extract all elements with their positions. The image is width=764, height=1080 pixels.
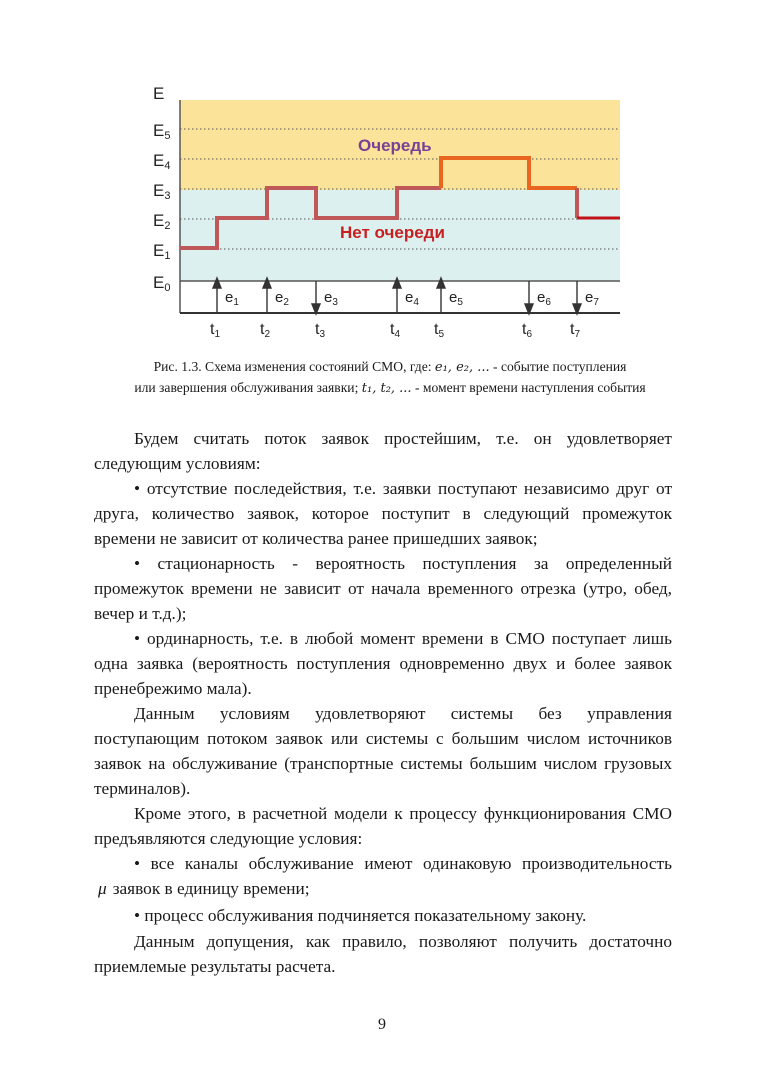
- bullet-channels: • все каналы обслуживание имеют одинаковую производительность: [134, 854, 672, 873]
- paragraph-intro: Будем считать поток заявок простейшим, т.е. он удовлетворяет следующим условиям:: [94, 429, 672, 473]
- time-label-t1: t1: [210, 321, 221, 340]
- paragraph-conclusion: Данным допущения, как правило, позволяют получить достаточно приемлемые результаты расчета.: [94, 932, 672, 976]
- paragraph-conditions: Данным условиям удовлетворяют системы без управления поступающим потоком заявок или системы с большим числом источников заявок на обслуживание (транспортные системы большим числом грузовых терминалов).: [94, 704, 672, 798]
- time-label-t5: t5: [434, 321, 445, 340]
- event-label-e6: $e_6$: [537, 289, 551, 308]
- caption-math-t: t₁, t₂, ...: [361, 381, 412, 396]
- figure-caption-line-1: Рис. 1.3. Схема изменения состояний СМО, где: e₁, e₂, ... - событие поступления: [153, 359, 627, 375]
- level-label-e5: E5: [153, 121, 171, 142]
- level-label-e1: E1: [153, 241, 171, 262]
- event-label-e3: $e_3$: [324, 289, 338, 308]
- no-queue-label: Нет очереди: [340, 223, 445, 242]
- mu-symbol: μ: [98, 879, 107, 898]
- y-axis-label: E: [153, 84, 165, 103]
- caption-math-e: e₁, e₂, ...: [434, 360, 490, 375]
- state-change-diagram: [140, 78, 630, 350]
- level-label-e0: E0: [153, 273, 171, 294]
- paragraph-model: Кроме этого, в расчетной модели к процессу функционирования СМО предъявляются следующие условия:: [94, 804, 672, 848]
- time-label-t2: t2: [260, 321, 271, 340]
- bullet-no-aftereffect: • отсутствие последействия, т.е. заявки поступают независимо друг от друга, количество заявок, которое поступит в следующий промежуток времени не зависит от количества ранее пришедших заявок;: [94, 479, 672, 548]
- time-label-t6: t6: [522, 321, 533, 340]
- event-label-e4: $e_4$: [405, 289, 419, 308]
- level-label-e3: E3: [153, 181, 171, 202]
- event-label-e2: $e_2$: [275, 289, 289, 308]
- event-label-e1: $e_1$: [225, 289, 239, 308]
- bullet-ordinarity: • ординарность, т.е. в любой момент времени в СМО поступает лишь одна заявка (вероятность поступления одновременно двух и более заявок пренебрежимо мала).: [94, 629, 672, 698]
- figure-caption-line-2: или завершения обслуживания заявки; t₁, t₂, ... - момент времени наступления события: [134, 380, 646, 396]
- bullet-exponential: • процесс обслуживания подчиняется показательному закону.: [134, 906, 587, 925]
- queue-label: Очередь: [358, 136, 432, 155]
- bullet-stationarity: • стационарность - вероятность поступления за определенный промежуток времени не зависит от начала временного отрезка (утро, обед, вечер и т.д.);: [94, 554, 672, 623]
- event-label-e7: $e_7$: [585, 289, 599, 308]
- time-label-t4: t4: [390, 321, 401, 340]
- level-label-e4: E4: [153, 151, 171, 172]
- bullet-channels-cont: μ заявок в единицу времени;: [94, 876, 672, 901]
- level-label-e2: E2: [153, 211, 171, 232]
- time-label-t3: t3: [315, 321, 326, 340]
- event-label-e5: $e_5$: [449, 289, 463, 308]
- page-number: 9: [378, 1016, 386, 1033]
- time-label-t7: t7: [570, 321, 581, 340]
